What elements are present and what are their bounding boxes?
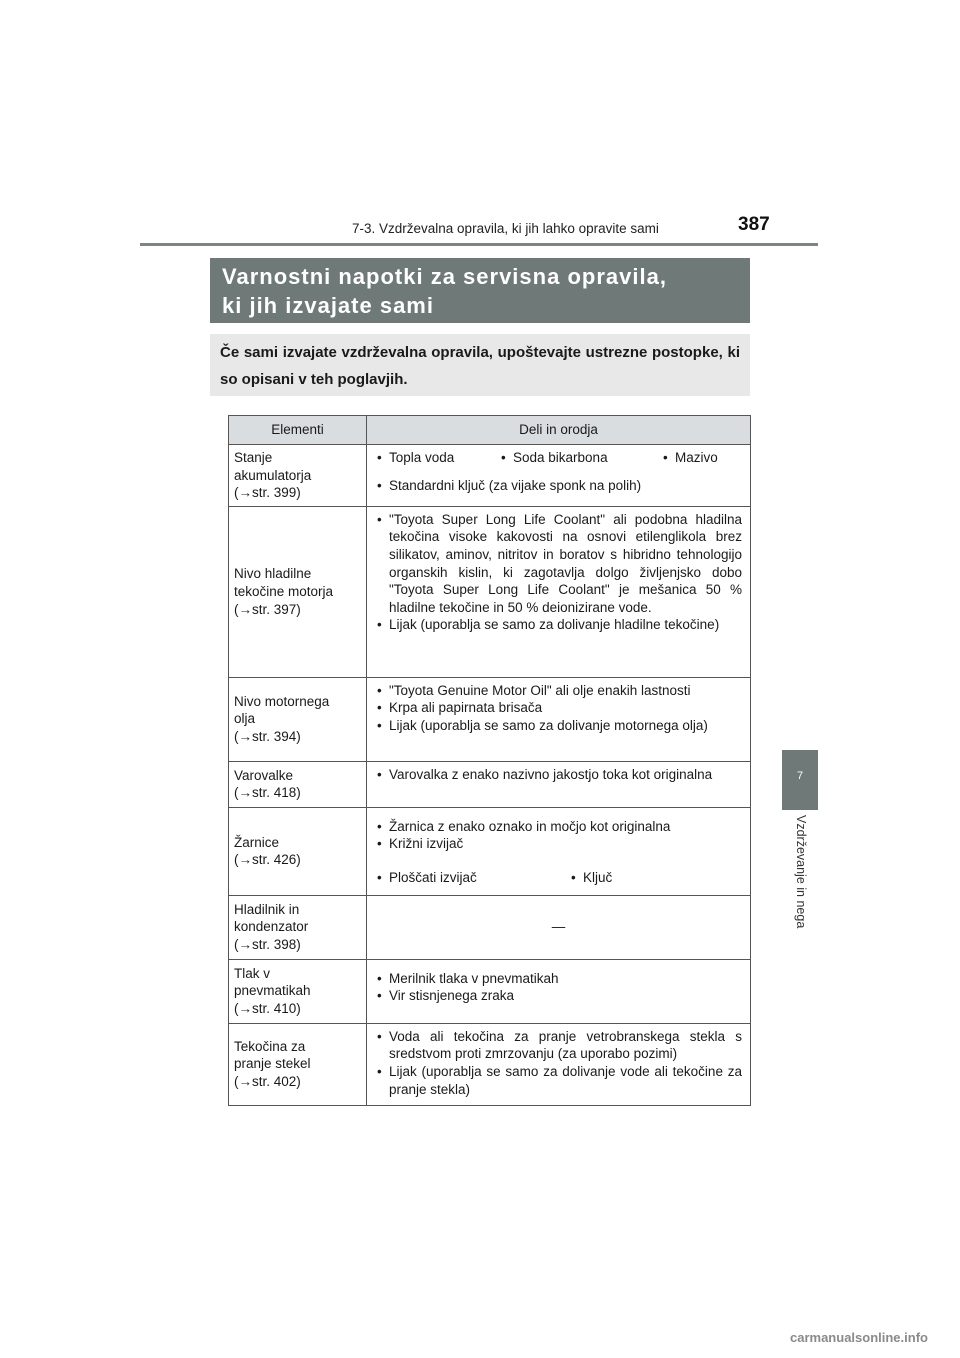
- list-item: • "Toyota Super Long Life Coolant" ali podobna hladilna tekočina visoke kakovosti na osnovi etilenglikola brez silikatov, aminov, nitritov in boratov s hibridno tehnologijo organskih kislin, ki zagotavlja dolgo življenjsko dobo "Toyota Super Long Life Coolant" je mešanica 50 % hladilne tekočine in 50 % deionizirane vode.: [375, 511, 742, 617]
- section-title-line2: ki jih izvajate sami: [222, 293, 434, 318]
- item-line: Tekočina za: [234, 1038, 306, 1054]
- table-row: [229, 445, 751, 507]
- item-line: Nivo motornega: [234, 693, 330, 709]
- item-line: Stanje: [234, 450, 273, 465]
- item-line: Žarnice: [234, 834, 280, 850]
- header-parts-tools: Deli in orodja: [367, 416, 751, 445]
- bullet-list: [375, 511, 742, 634]
- list-item: • Merilnik tlaka v pnevmatikah: [375, 970, 742, 988]
- section-title-line1: Varnostni napotki za servisna opravila,: [222, 264, 667, 289]
- bullet-list: [375, 477, 742, 495]
- list-item: • Lijak (uporablja se samo za dolivanje motornega olja): [375, 717, 742, 735]
- bullet-list: [375, 682, 742, 735]
- item-line: tekočine motorja: [234, 583, 334, 599]
- table-header-row: [229, 416, 751, 445]
- inline-items: [375, 449, 742, 467]
- parts-cell: [367, 761, 751, 807]
- parts-cell: [367, 807, 751, 895]
- inline-item: • Mazivo: [661, 449, 718, 467]
- item-line: pnevmatikah: [234, 983, 311, 999]
- parts-cell: [367, 445, 751, 507]
- item-cell: [229, 761, 367, 807]
- list-item: • Vir stisnjenega zraka: [375, 987, 742, 1005]
- section-title: [210, 258, 750, 323]
- header-items: Elementi: [229, 416, 367, 445]
- item-cell: [229, 895, 367, 959]
- table-row: [229, 1023, 751, 1105]
- list-item: • Standardni ključ (za vijake sponk na polih): [375, 477, 742, 495]
- parts-cell: [367, 506, 751, 677]
- page-number: 387: [738, 214, 770, 235]
- bullet-list: [375, 766, 742, 784]
- item-line: Nivo hladilne: [234, 566, 312, 582]
- item-line: olja: [234, 711, 256, 727]
- item-line: Varovalke: [234, 767, 294, 783]
- parts-cell: [367, 677, 751, 761]
- table-row: [229, 506, 751, 677]
- intro-box: Če sami izvajate vzdrževalna opravila, upoštevajte ustrezne postopke, ki so opisani v teh poglavjih.: [210, 334, 750, 396]
- item-line: (→str. 398): [234, 937, 301, 953]
- list-item: • Lijak (uporablja se samo za dolivanje vode ali tekočine za pranje stekla): [375, 1063, 742, 1098]
- item-cell: [229, 1023, 367, 1105]
- item-line: (→str. 397): [234, 601, 301, 617]
- inline-item: • Soda bikarbona: [499, 449, 661, 467]
- item-line: akumulatorja: [234, 467, 312, 483]
- chapter-label: [790, 815, 810, 955]
- list-item: • Voda ali tekočina za pranje vetrobranskega stekla s sredstvom proti zmrzovanju (za uporabo pozimi): [375, 1028, 742, 1063]
- item-line: (→str. 402): [234, 1074, 301, 1090]
- table-row: [229, 761, 751, 807]
- bullet-list: [375, 818, 742, 853]
- parts-cell: [367, 959, 751, 1023]
- item-line: Tlak v: [234, 965, 271, 981]
- table-row: [229, 677, 751, 761]
- inline-item: • Ploščati izvijač: [375, 869, 569, 887]
- header-title: 7-3. Vzdrževalna opravila, ki jih lahko opravite sami: [352, 221, 659, 236]
- table-row: [229, 959, 751, 1023]
- item-line: pranje stekel: [234, 1056, 311, 1072]
- item-cell: [229, 807, 367, 895]
- item-cell: [229, 677, 367, 761]
- list-item: • Križni izvijač: [375, 835, 742, 853]
- item-line: (→str. 426): [234, 852, 301, 868]
- item-cell: [229, 959, 367, 1023]
- item-cell: [229, 506, 367, 677]
- parts-tools-table: [228, 415, 751, 1106]
- not-applicable-dash: —: [367, 895, 751, 959]
- list-item: • Lijak (uporablja se samo za dolivanje hladilne tekočine): [375, 616, 742, 634]
- header-rule: [140, 243, 818, 246]
- list-item: • "Toyota Genuine Motor Oil" ali olje enakih lastnosti: [375, 682, 742, 700]
- item-line: kondenzator: [234, 919, 309, 935]
- inline-item: • Topla voda: [375, 449, 499, 467]
- item-line: (→str. 410): [234, 1001, 301, 1017]
- chapter-label-text: Vzdrževanje in nega: [794, 815, 808, 929]
- list-item: • Krpa ali papirnata brisača: [375, 699, 742, 717]
- table-row: [229, 807, 751, 895]
- watermark: carmanualsonline.info: [790, 1330, 928, 1345]
- item-line: Hladilnik in: [234, 901, 300, 917]
- chapter-tab[interactable]: 7: [782, 750, 818, 810]
- item-line: (→str. 394): [234, 729, 301, 745]
- bullet-list: [375, 1028, 742, 1098]
- parts-cell: [367, 1023, 751, 1105]
- list-item: • Varovalka z enako nazivno jakostjo toka kot originalna: [375, 766, 742, 784]
- inline-item: • Ključ: [569, 869, 612, 887]
- item-line: (→str. 418): [234, 785, 301, 801]
- bullet-list: [375, 970, 742, 1005]
- table-row: [229, 895, 751, 959]
- item-cell: [229, 445, 367, 507]
- item-line: (→str. 399): [234, 485, 301, 501]
- list-item: • Žarnica z enako oznako in močjo kot originalna: [375, 818, 742, 836]
- inline-items: [375, 869, 742, 887]
